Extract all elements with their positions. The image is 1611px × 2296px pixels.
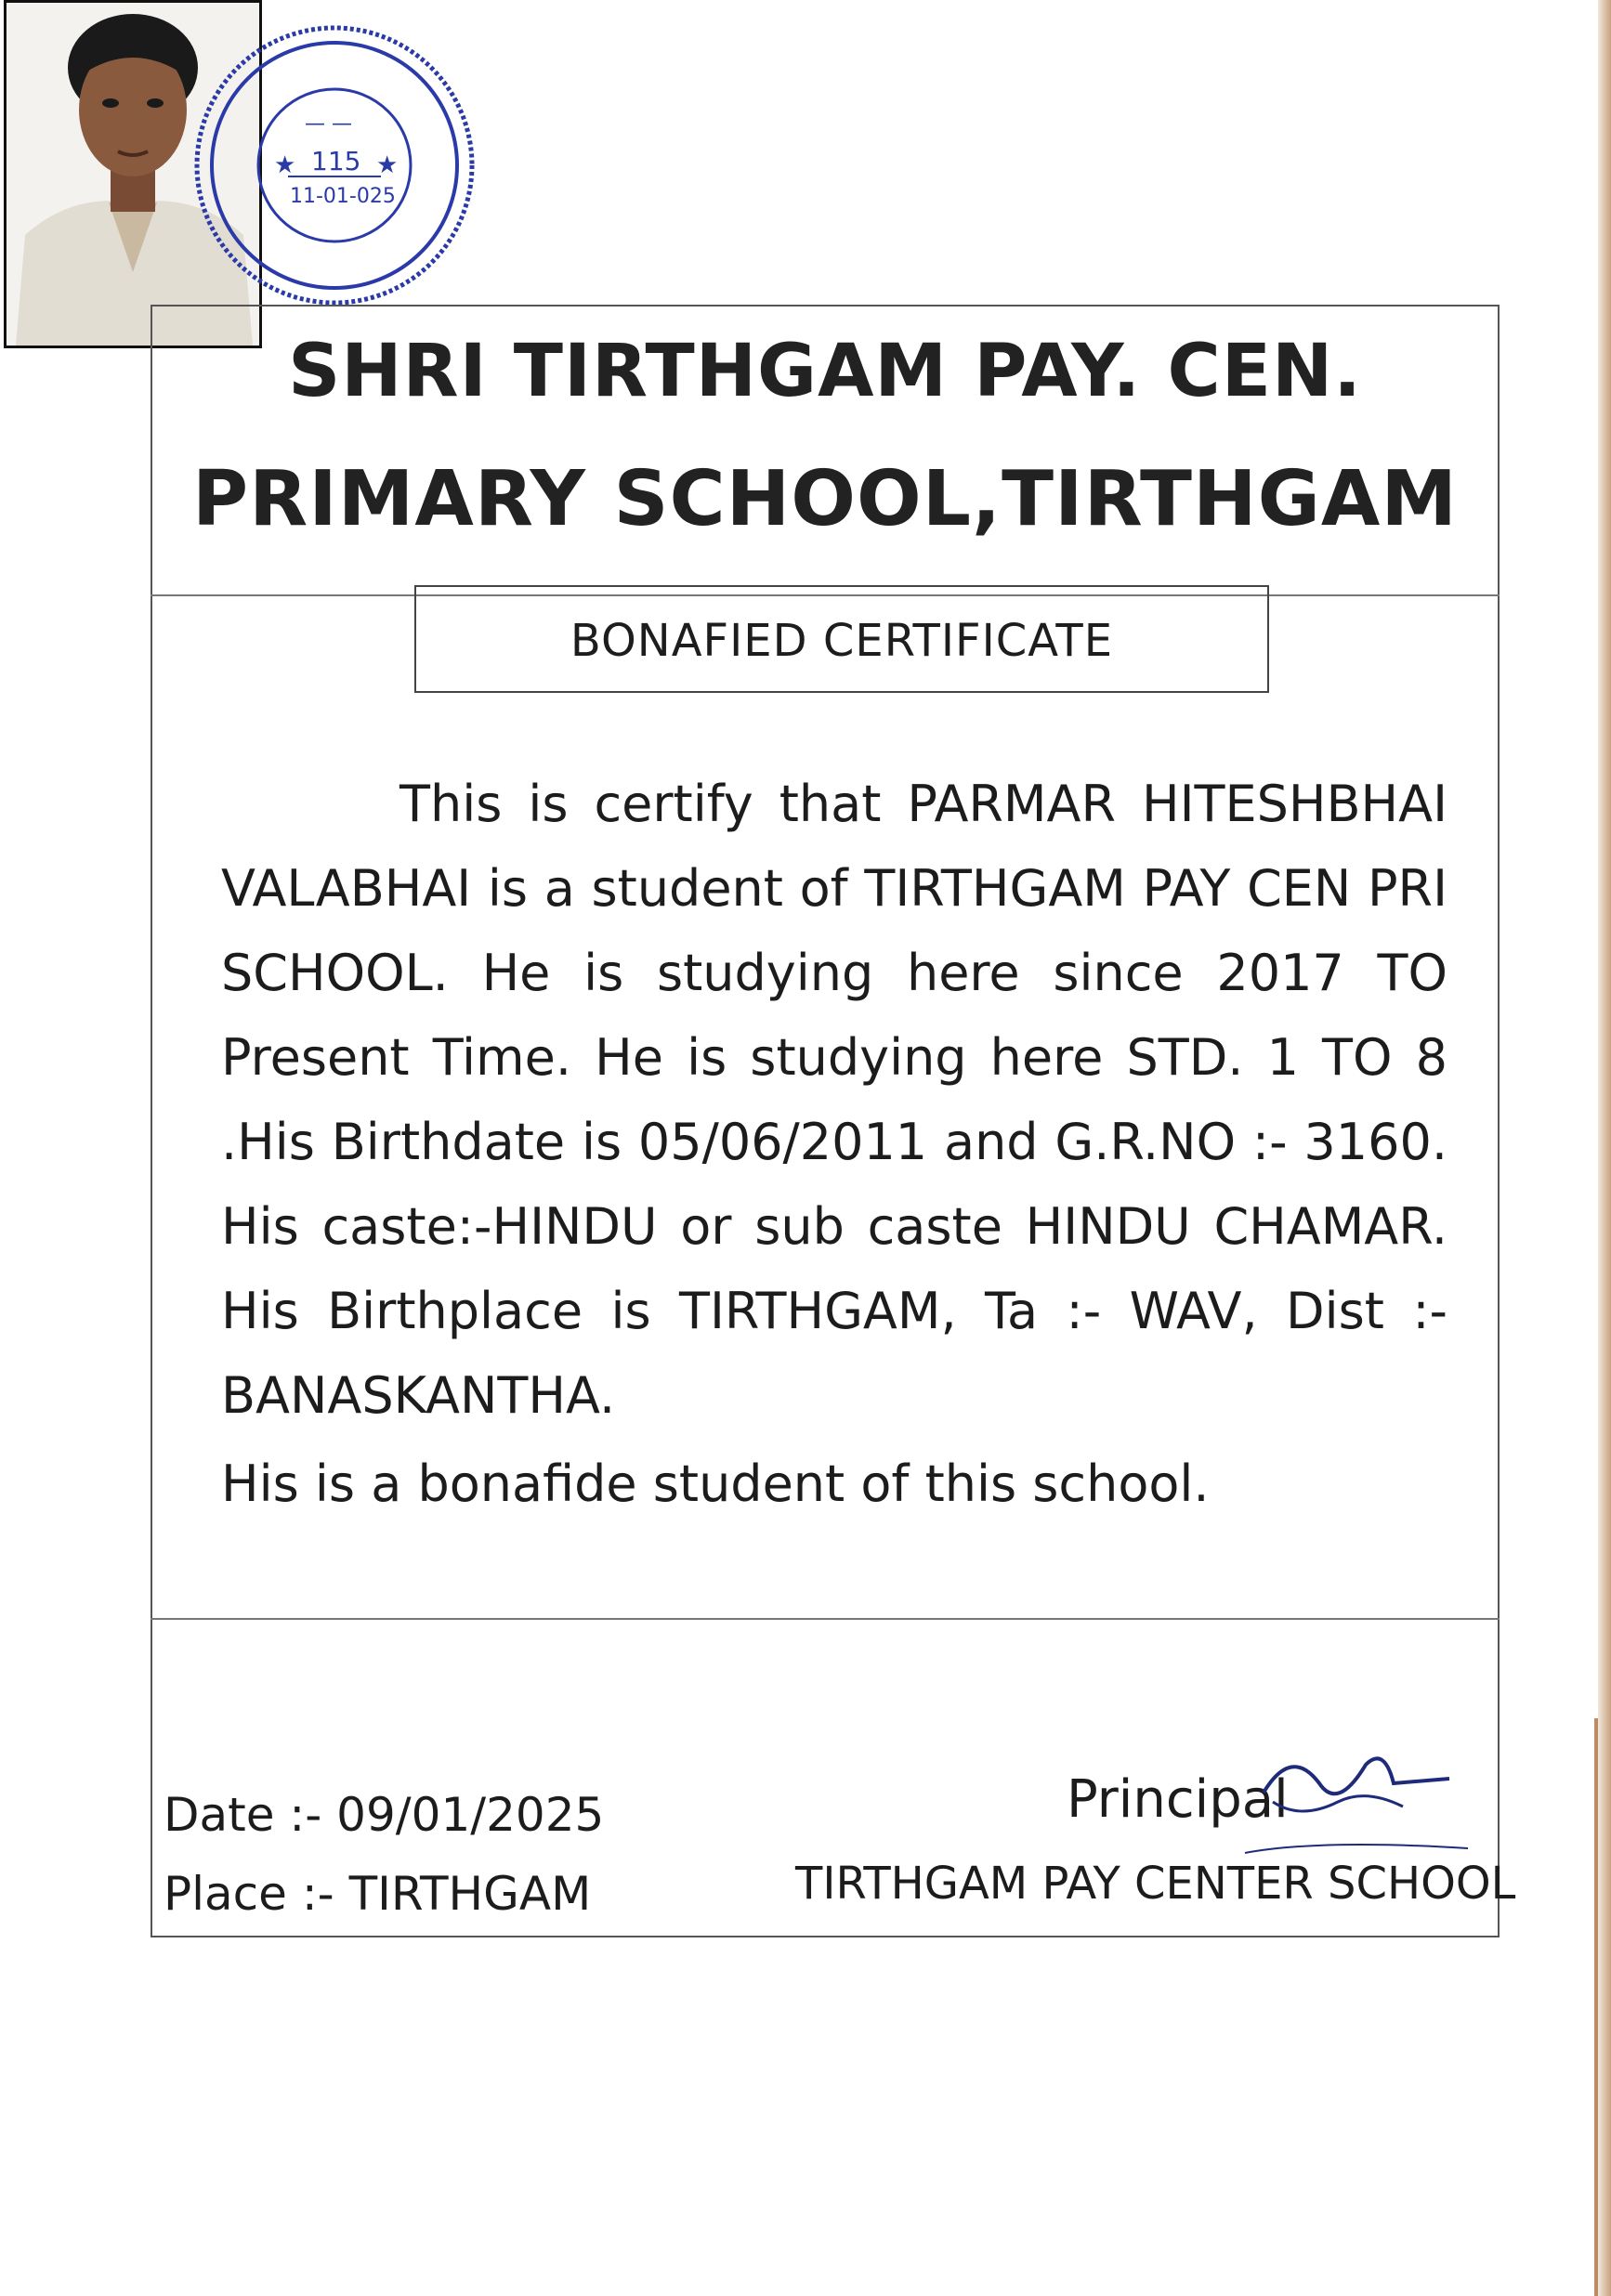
paper-edge-strip <box>1594 1718 1598 2296</box>
issue-place: Place :- TIRTHGAM <box>164 1867 592 1921</box>
certificate-body-text: This is certify that PARMAR HITESHBHAI VALABHAI is a student of TIRTHGAM PAY CEN PRI SCHOOL. He is studying here since 2017 TO Present Time. He is studying here STD. 1 TO 8 .His Birthdate is 05/06/2011 and G.R.NO :- 3160. His caste:-HINDU or sub caste HINDU CHAMAR. His Birthplace is TIRTHGAM, Ta :- WAV, Dist :-BANASKANTHA. <box>221 775 1447 1425</box>
school-name-line2: PRIMARY SCHOOL,TIRTHGAM <box>192 455 1458 543</box>
issue-date: Date :- 09/01/2025 <box>164 1788 605 1842</box>
certificate-heading: BONAFIED CERTIFICATE <box>414 585 1269 693</box>
school-round-stamp <box>186 17 483 314</box>
paper-edge <box>1598 0 1611 2296</box>
svg-text:— —: — — <box>305 112 352 136</box>
footer-divider <box>151 1618 1500 1620</box>
certificate-closing: His is a bonafide student of this school. <box>221 1455 1210 1513</box>
school-name-line1: SHRI TIRTHGAM PAY. CEN. <box>288 330 1362 413</box>
principal-label: Principal <box>1067 1769 1289 1830</box>
principal-signature <box>1208 1737 1487 1913</box>
school-signature-line: TIRTHGAM PAY CENTER SCHOOL <box>795 1858 1516 1910</box>
certificate-body <box>221 762 1447 1438</box>
svg-text:★: ★ <box>274 151 296 179</box>
svg-text:★: ★ <box>376 151 399 179</box>
stamp-date: 11-01-025 <box>290 185 396 208</box>
stamp-number: 115 <box>311 146 361 176</box>
